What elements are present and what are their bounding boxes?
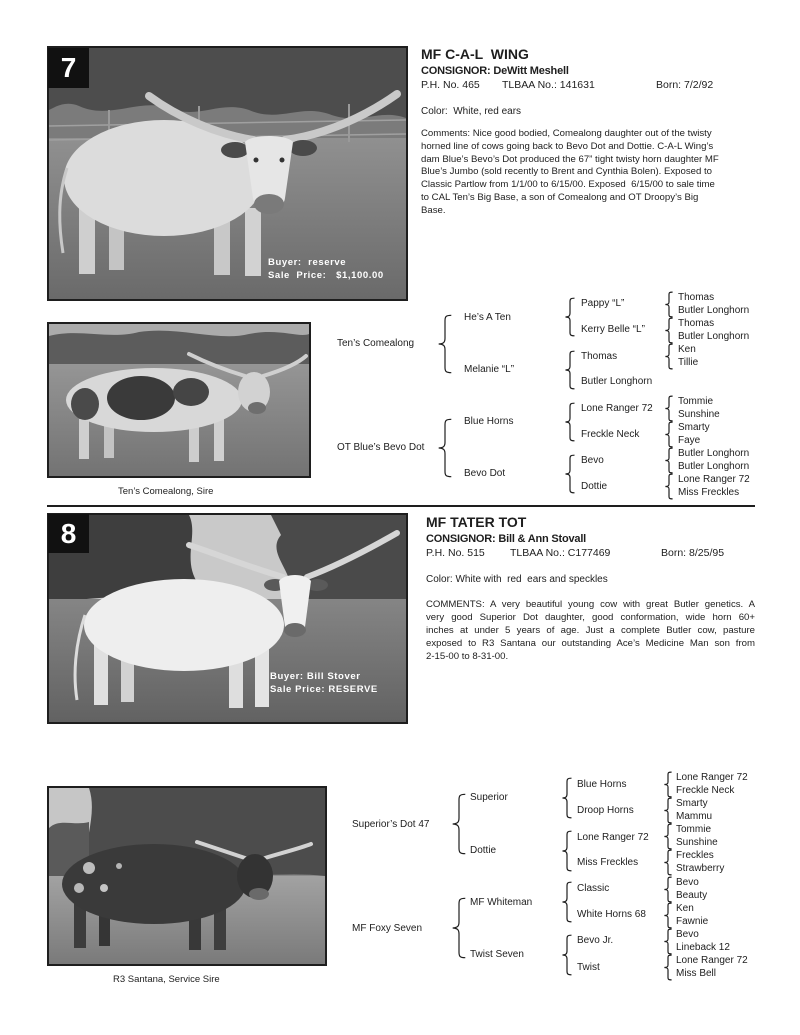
pedigree-gen4: Miss Freckles [678,487,740,498]
pedigree-gen4: Lone Ranger 72 [676,772,748,783]
pedigree-gen4: Miss Bell [676,968,717,979]
comment-line: dam Blue’s Bevo’s Dot produced the 67” tight twisty horn daughter MF [421,153,719,165]
comment-line: horned line of cows going back to Bevo Dot and Dottie. C-A-L Wing’s [421,140,714,152]
lot-title: MF C-A-L WING [421,46,529,62]
pedigree-gen4: Butler Longhorn [678,305,750,316]
brace [452,794,466,854]
brace [562,882,572,922]
pedigree-dam: MF Foxy Seven [352,923,423,934]
pedigree-grandparent: He’s A Ten [464,312,511,323]
pedigree-gen4: Beauty [676,890,708,901]
pedigree-great-grandparent: Thomas [581,351,618,362]
lot-number-badge: 7 [48,48,89,88]
brace [562,831,572,871]
tlbaa-number: TLBAA No.: 141631 [502,79,595,91]
sire-photo [47,786,327,966]
pedigree-gen4: Lineback 12 [676,942,730,953]
pedigree-great-grandparent: Blue Horns [577,779,627,790]
pedigree-grandparent: MF Whiteman [470,897,533,908]
brace [665,474,673,499]
photo-caption: R3 Santana, Service Sire [113,974,220,985]
pedigree-gen4: Fawnie [676,916,709,927]
pedigree-gen4: Ken [678,344,696,355]
ph-number: P.H. No. 465 [421,79,480,91]
brace [565,298,575,336]
comment-line: Blue’s Jumbo (sold recently to Brent and Cynthia Bolen). Exposed to [421,166,712,178]
pedigree-great-grandparent: Kerry Belle “L” [581,324,645,335]
comments-paragraph [426,599,755,664]
pedigree-great-grandparent: Dottie [581,481,608,492]
pedigree-great-grandparent: Classic [577,883,610,894]
sire-photo [47,322,311,478]
brace [664,850,672,875]
pedigree-grandparent: Dottie [470,845,497,856]
pedigree-grandparent: Melanie “L” [464,364,515,375]
brace [665,422,673,447]
pedigree-gen4: Faye [678,435,701,446]
brace [665,292,673,317]
brace [452,898,466,958]
color-description: Color: White, red ears [421,106,522,117]
brace [665,344,673,369]
comment-line: exposed to R3 Santana our outstanding Ace’s Medicine Man son from [426,638,755,649]
pedigree-grandparent: Bevo Dot [464,468,506,479]
brace [664,798,672,823]
pedigree-gen4: Tillie [678,357,699,368]
photo-caption: Ten’s Comealong, Sire [118,486,214,497]
brace [664,824,672,849]
tlbaa-number: TLBAA No.: C177469 [510,547,611,559]
brace [562,778,572,818]
consignor-label: CONSIGNOR: [421,65,491,77]
pedigree-great-grandparent: Butler Longhorn [581,376,653,387]
sire-photo-illustration [49,324,309,476]
brace [438,419,452,477]
sale-price-label: Sale Price: RESERVE [270,684,378,695]
brace [565,403,575,441]
pedigree-gen4: Thomas [678,318,715,329]
comments-paragraph [421,128,755,218]
brace [664,772,672,797]
pedigree-great-grandparent: Twist [577,962,600,973]
pedigree-gen4: Sunshine [678,409,720,420]
pedigree-great-grandparent: White Horns 68 [577,909,646,920]
pedigree-grandparent: Twist Seven [470,949,524,960]
comment-line: COMMENTS: A very beautiful young cow with great Butler genetics. A [426,599,755,610]
pedigree-grandparent: Blue Horns [464,416,514,427]
comment-line: Base. [421,204,446,216]
consignor-line [426,533,586,546]
birth-date: Born: 7/2/92 [656,79,714,91]
pedigree-gen4: Bevo [676,877,699,888]
pedigree-great-grandparent: Lone Ranger 72 [577,832,649,843]
pedigree-gen4: Freckles [676,850,714,861]
consignor-name: Bill & Ann Stovall [498,533,587,545]
comment-line: very good Superior Dot daughter, good conformation, wide horn 60+ [426,612,755,623]
buyer-label: Buyer: Bill Stover [270,671,361,682]
consignor-label: CONSIGNOR: [426,533,496,545]
cow-photo-illustration [49,48,406,299]
brace [664,877,672,902]
comment-line: 2-15-00 to 8-31-00. [426,651,509,662]
pedigree-gen4: Strawberry [676,863,725,874]
sale-price-label: Sale Price: $1,100.00 [268,270,384,281]
pedigree-gen4: Smarty [678,422,710,433]
birth-date: Born: 8/25/95 [661,547,725,559]
pedigree-gen4: Lone Ranger 72 [678,474,750,485]
pedigree-gen4: Freckle Neck [676,785,735,796]
pedigree-gen4: Sunshine [676,837,718,848]
lot-number-badge: 8 [48,514,89,553]
consignor-line [421,65,569,78]
brace [438,315,452,373]
brace [665,318,673,343]
pedigree-sire: Ten’s Comealong [337,338,415,349]
pedigree-great-grandparent: Lone Ranger 72 [581,403,653,414]
ph-number: P.H. No. 515 [426,547,485,559]
pedigree-gen4: Tommie [676,824,712,835]
pedigree-gen4: Thomas [678,292,715,303]
pedigree-gen4: Butler Longhorn [678,331,750,342]
pedigree-great-grandparent: Miss Freckles [577,857,639,868]
comment-line: Comments: Nice good bodied, Comealong daughter out of the twisty [421,128,712,139]
lot-title: MF TATER TOT [426,514,527,530]
pedigree-gen4: Butler Longhorn [678,461,750,472]
pedigree-gen4: Smarty [676,798,708,809]
pedigree-gen4: Tommie [678,396,714,407]
brace [664,955,672,980]
lot-divider [47,505,755,507]
pedigree-great-grandparent: Pappy “L” [581,298,625,309]
comment-line: to CAL Ten’s Big Base, a son of Comealong and OT Droopy’s Big [421,191,699,203]
pedigree-great-grandparent: Bevo [581,455,604,466]
pedigree-gen4: Butler Longhorn [678,448,750,459]
comment-line: inches at under 5 years of age. Just a complete Butler cow, pasture [426,625,755,636]
pedigree-great-grandparent: Bevo Jr. [577,935,614,946]
color-description: Color: White with red ears and speckles [426,574,608,585]
pedigree-great-grandparent: Droop Horns [577,805,634,816]
pedigree-dam: OT Blue’s Bevo Dot [337,442,425,453]
brace [665,396,673,421]
pedigree-gen4: Bevo [676,929,699,940]
brace [665,448,673,473]
consignor-name: DeWitt Meshell [493,65,569,77]
brace [565,351,575,389]
pedigree-gen4: Mammu [676,811,713,822]
lot-7-photo [47,46,408,301]
pedigree-gen4: Lone Ranger 72 [676,955,748,966]
brace [565,455,575,493]
brace [664,929,672,954]
brace [664,903,672,928]
pedigree-gen4: Ken [676,903,694,914]
pedigree-sire: Superior’s Dot 47 [352,819,430,830]
buyer-label: Buyer: reserve [268,257,347,268]
sire-photo-illustration [49,788,325,964]
brace [562,935,572,975]
comment-line: Classic Partlow from 1/1/00 to 6/15/00. Exposed 6/15/00 to sale time [421,179,715,191]
pedigree-great-grandparent: Freckle Neck [581,429,640,440]
pedigree-grandparent: Superior [470,792,508,803]
